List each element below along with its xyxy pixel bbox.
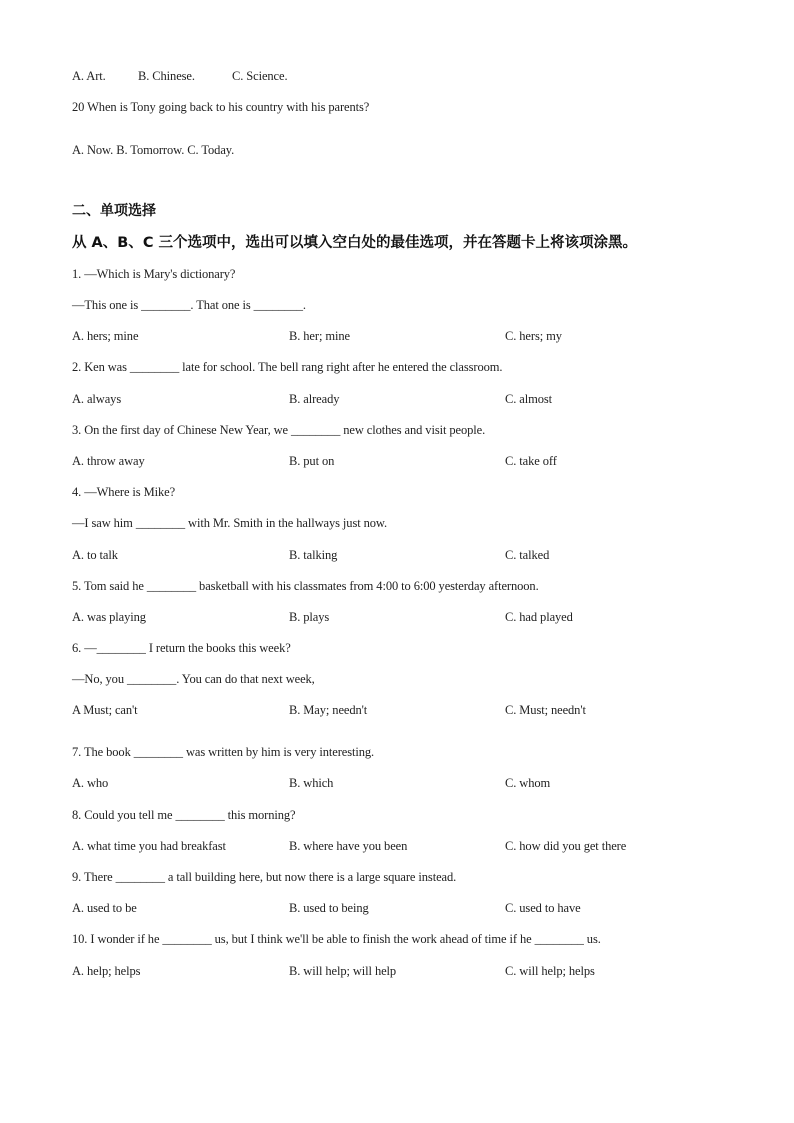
q4-option-c: C. talked (505, 548, 550, 562)
q3-option-c: C. take off (505, 454, 557, 468)
q6-option-b: B. May; needn't (289, 703, 368, 717)
q1-option-a: A. hers; mine (72, 329, 139, 343)
q3-option-a: A. throw away (72, 454, 145, 468)
q4-option-a: A. to talk (72, 548, 118, 562)
q3-line-1: 3. On the first day of Chinese New Year, we ________ new clothes and visit people. (72, 423, 486, 437)
q3-option-b: B. put on (289, 454, 335, 468)
q8-line-1: 8. Could you tell me ________ this morning? (72, 808, 296, 822)
q8-option-b: B. where have you been (289, 839, 408, 853)
q2-option-a: A. always (72, 392, 122, 406)
q1-line-1: 1. —Which is Mary's dictionary? (72, 267, 236, 281)
q7-line-1: 7. The book ________ was written by him is very interesting. (72, 745, 375, 759)
q9-option-a: A. used to be (72, 901, 137, 915)
q4-line-1: 4. —Where is Mike? (72, 485, 176, 499)
q9-option-c: C. used to have (505, 901, 581, 915)
q6-line-2: —No, you ________. You can do that next week, (72, 672, 315, 686)
q7-option-b: B. which (289, 776, 334, 790)
q1-option-c: C. hers; my (505, 329, 562, 343)
q2-option-c: C. almost (505, 392, 553, 406)
q9-line-1: 9. There ________ a tall building here, but now there is a large square instead. (72, 870, 457, 884)
q10-option-a: A. help; helps (72, 964, 141, 978)
q10-option-b: B. will help; will help (289, 964, 397, 978)
q5-line-1: 5. Tom said he ________ basketball with his classmates from 4:00 to 6:00 yesterday afternoon. (72, 579, 539, 593)
q20-options: A. Now. B. Tomorrow. C. Today. (72, 143, 235, 157)
q6-option-a: A Must; can't (72, 703, 138, 717)
prev-option-c: C. Science. (232, 69, 288, 83)
q5-option-b: B. plays (289, 610, 330, 624)
section-title: 二、单项选择 (72, 203, 156, 219)
q7-option-c: C. whom (505, 776, 551, 790)
section-instruction: 从 A、B、C 三个选项中，选出可以填入空白处的最佳选项，并在答题卡上将该项涂黑。 (72, 235, 638, 251)
prev-option-a: A. Art. (72, 69, 106, 83)
q10-line-1: 10. I wonder if he ________ us, but I think we'll be able to finish the work ahead of time if he ________ us. (72, 932, 601, 946)
q8-option-c: C. how did you get there (505, 839, 627, 853)
q5-option-c: C. had played (505, 610, 573, 624)
q9-option-b: B. used to being (289, 901, 369, 915)
q2-option-b: B. already (289, 392, 340, 406)
q1-option-b: B. her; mine (289, 329, 350, 343)
q10-option-c: C. will help; helps (505, 964, 595, 978)
q6-option-c: C. Must; needn't (505, 703, 586, 717)
prev-option-b: B. Chinese. (138, 69, 195, 83)
q6-line-1: 6. —________ I return the books this week? (72, 641, 291, 655)
q20-question: 20 When is Tony going back to his country with his parents? (72, 100, 370, 114)
q7-option-a: A. who (72, 776, 109, 790)
q2-line-1: 2. Ken was ________ late for school. The bell rang right after he entered the classroom. (72, 360, 503, 374)
q4-option-b: B. talking (289, 548, 338, 562)
q1-line-2: —This one is ________. That one is ________. (72, 298, 306, 312)
q4-line-2: —I saw him ________ with Mr. Smith in the hallways just now. (72, 516, 388, 530)
q8-option-a: A. what time you had breakfast (72, 839, 226, 853)
q5-option-a: A. was playing (72, 610, 146, 624)
